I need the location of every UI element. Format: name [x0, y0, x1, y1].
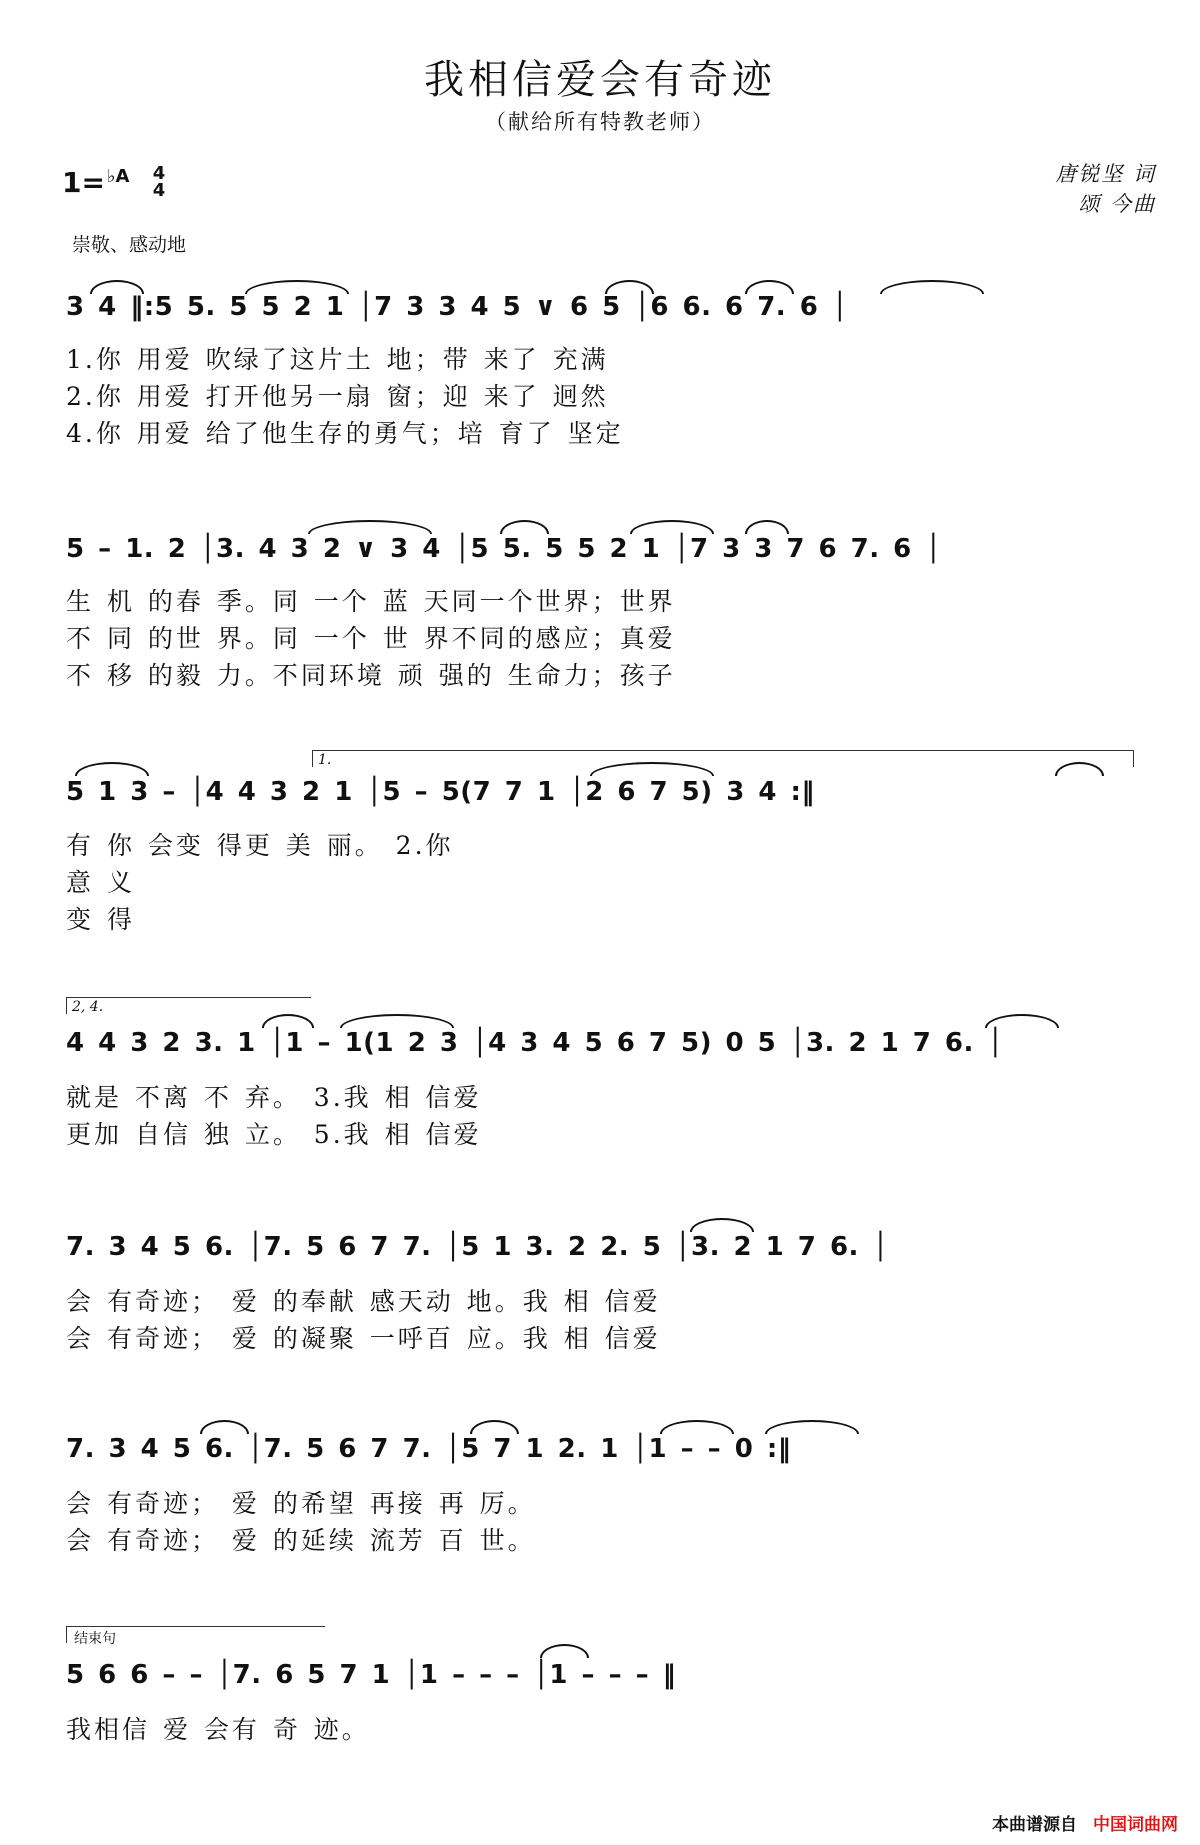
slur — [540, 1644, 589, 1658]
lyric-line: 会 有奇迹； 爱 的延续 流芳 百 世。 — [66, 1526, 536, 1555]
key-label: 1= — [62, 166, 105, 199]
song-title: 我相信爱会有奇迹 — [424, 57, 776, 103]
slur — [500, 520, 549, 534]
slur — [340, 1014, 454, 1028]
tempo-marking: 崇敬、感动地 — [72, 234, 187, 256]
slur — [985, 1014, 1059, 1028]
lyric-line: 1.你 用爱 吹绿了这片土 地；带 来了 充满 — [66, 345, 609, 374]
notation-line-7: 5 6 6 – – │7. 6 5 7 1 │1 – – – │1 – – – ‖ — [66, 1660, 677, 1690]
slur — [765, 1420, 859, 1434]
lyric-line: 有 你 会变 得更 美 丽。 2.你 — [66, 831, 454, 860]
source-label: 本曲谱源自 — [992, 1815, 1077, 1835]
lyric-line: 我相信 爱 会有 奇 迹。 — [66, 1715, 370, 1744]
notation-line-6: 7. 3 4 5 6. │7. 5 6 7 7. │5 7 1 2. 1 │1 – – 0 :‖ — [66, 1434, 792, 1464]
lyric-line: 2.你 用爱 打开他另一扇 窗；迎 来了 迥然 — [66, 382, 609, 411]
lyric-line: 会 有奇迹； 爱 的奉献 感天动 地。我 相 信爱 — [66, 1287, 661, 1316]
coda-label: 结束句 — [74, 1631, 116, 1647]
notation-line-1: 3 4 ‖:5 5. 5 5 2 1 │7 3 3 4 5 ∨ 6 5 │6 6. 6 7. 6 │ — [66, 292, 849, 322]
slur — [200, 1420, 249, 1434]
slur — [690, 1218, 754, 1232]
lyric-line: 意 义 — [66, 868, 135, 897]
notation-line-2: 5 – 1. 2 │3. 4 3 2 ∨ 3 4 │5 5. 5 5 2 1 │7 3 3 7 6 7. 6 │ — [66, 534, 942, 564]
key-signature — [62, 166, 129, 199]
lyric-line: 4.你 用爱 给了他生存的勇气；培 育了 坚定 — [66, 419, 624, 448]
time-top: 4 — [152, 163, 166, 184]
song-subtitle: （献给所有特教老师） — [485, 110, 715, 134]
slur — [880, 280, 984, 294]
lyric-line: 更加 自信 独 立。 5.我 相 信爱 — [66, 1120, 482, 1149]
time-signature — [149, 165, 169, 199]
slur — [308, 520, 432, 534]
slur — [660, 1420, 734, 1434]
volta-label: 1. — [318, 752, 332, 768]
key-flat: ♭A — [106, 166, 130, 187]
lyricist-credit: 唐锐坚 词 — [1055, 162, 1156, 186]
time-bottom: 4 — [152, 180, 166, 201]
lyric-line: 会 有奇迹； 爱 的凝聚 一呼百 应。我 相 信爱 — [66, 1324, 661, 1353]
notation-line-4: 4 4 3 2 3. 1 │1 – 1(1 2 3 │4 3 4 5 6 7 5) 0 5 │3. 2 1 7 6. │ — [66, 1028, 1004, 1058]
volta-label: 2, 4. — [72, 999, 104, 1015]
lyric-line: 生 机 的春 季。同 一个 蓝 天同一个世界；世界 — [66, 587, 676, 616]
slur — [630, 520, 714, 534]
composer-credit: 颂 今曲 — [1078, 192, 1156, 216]
slur — [75, 762, 149, 776]
lyric-line: 就是 不离 不 弃。 3.我 相 信爱 — [66, 1083, 482, 1112]
notation-line-5: 7. 3 4 5 6. │7. 5 6 7 7. │5 1 3. 2 2. 5 │3. 2 1 7 6. │ — [66, 1232, 889, 1262]
slur — [262, 1014, 314, 1028]
lyric-line: 不 同 的世 界。同 一个 世 界不同的感应；真爱 — [66, 624, 676, 653]
source-footer — [992, 1810, 1178, 1835]
notation-line-3: 5 1 3 – │4 4 3 2 1 │5 – 5(7 7 1 │2 6 7 5) 3 4 :‖ — [66, 777, 815, 807]
lyric-line: 不 移 的毅 力。不同环境 顽 强的 生命力；孩子 — [66, 661, 676, 690]
lyric-line: 会 有奇迹； 爱 的希望 再接 再 厉。 — [66, 1489, 536, 1518]
lyric-line: 变 得 — [66, 905, 135, 934]
volta-bracket-1 — [312, 750, 1134, 767]
site-link[interactable]: 中国词曲网 — [1093, 1815, 1178, 1835]
slur — [470, 1420, 519, 1434]
slur — [745, 520, 789, 534]
